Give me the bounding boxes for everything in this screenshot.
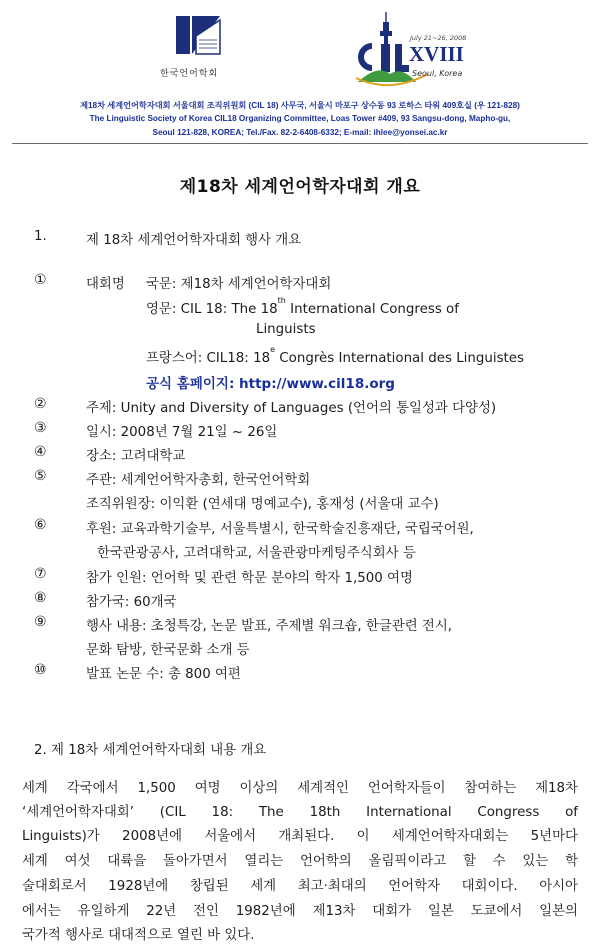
item-1-french-name: 프랑스어: CIL18: 18e Congrès International des Linguistes: [146, 345, 525, 366]
congress-roman-numeral: XVIII: [409, 42, 464, 66]
item-9-program-cont: 문화 탐방, 한국문화 소개 등: [86, 643, 250, 658]
header-divider: [12, 143, 588, 144]
congress-location: Seoul, Korea: [412, 69, 463, 78]
committee-address-line-1: 제18차 세계언어학자대회 서울대회 조직위원회 (CIL 18) 사무국, 서울시 마포구 상수동 93 로하스 타워 409호실 (우 121-828): [80, 101, 520, 110]
item-5-organizer: 주관: 세계언어학자총회, 한국언어학회: [86, 473, 311, 488]
body-paragraph-line: 에서는 유일하게 22년 전인 1982년에 제13차 대회가 일본 도쿄에서 일본의: [22, 904, 578, 919]
document-title: 제18차 세계언어학자대회 개요: [179, 177, 421, 197]
item-4-number: ④: [34, 444, 47, 460]
item-1-korean-name: 국문: 제18차 세계언어학자대회: [146, 277, 332, 292]
section-1-heading: 제 18차 세계언어학자대회 행사 개요: [86, 233, 302, 248]
item-2-theme: 주제: Unity and Diversity of Languages (언어의 통일성과 다양성): [86, 401, 497, 416]
society-name-korean: 한국언어학회: [160, 69, 219, 79]
section-2-heading: 2. 제 18차 세계언어학자대회 내용 개요: [34, 743, 267, 758]
body-paragraph-last-line: 국가적 행사로 대대적으로 열린 바 있다.: [22, 928, 255, 943]
item-9-number: ⑨: [34, 614, 47, 630]
item-2-number: ②: [34, 396, 47, 412]
item-9-program: 행사 내용: 초청특강, 논문 발표, 주제별 워크숍, 한글관련 전시,: [86, 619, 453, 634]
committee-address-line-2: The Linguistic Society of Korea CIL18 Organizing Committee, Loas Tower #409, 93 Sangsu-dong, Mapho-gu,: [89, 114, 511, 123]
item-1-label: 대회명: [86, 277, 125, 292]
item-5-number: ⑤: [34, 468, 47, 484]
body-paragraph-line: 술대회로서 1928년에 창립된 세계 최고·최대의 언어학자 대회이다. 아시아: [22, 879, 578, 894]
item-8-number: ⑧: [34, 590, 47, 606]
item-3-date: 일시: 2008년 7월 21일 ~ 26일: [86, 425, 278, 440]
official-website-link[interactable]: 공식 홈페이지: http://www.cil18.org: [146, 376, 395, 392]
congress-dates-badge: July 21~26, 2008: [410, 34, 467, 42]
section-1-number: 1.: [34, 229, 47, 244]
linguistic-society-of-korea-logo: [172, 14, 222, 56]
item-8-countries: 참가국: 60개국: [86, 595, 177, 610]
item-1-english-name: 영문: CIL 18: The 18th International Congress of: [146, 296, 459, 317]
body-paragraph-line: ‘세계언어학자대회’ (CIL 18: The 18th International Congress of: [22, 805, 578, 820]
item-7-participants: 참가 인원: 언어학 및 관련 학문 분야의 학자 1,500 여명: [86, 571, 413, 586]
item-4-venue: 장소: 고려대학교: [86, 449, 186, 464]
item-5-committee-chair: 조직위원장: 이익환 (연세대 명예교수), 홍재성 (서울대 교수): [86, 497, 439, 512]
item-10-number: ⑩: [34, 662, 47, 678]
body-paragraph-line: 세계 여섯 대륙을 돌아가면서 열리는 언어학의 올림픽이라고 할 수 있는 학: [22, 854, 578, 869]
item-10-papers: 발표 논문 수: 총 800 여편: [86, 667, 241, 682]
item-1-english-name-cont: Linguists: [256, 322, 316, 337]
committee-address-line-3: Seoul 121-828, KOREA; Tel./Fax. 82-2-6408-6332; E-mail: ihlee@yonsei.ac.kr: [152, 128, 448, 137]
item-7-number: ⑦: [34, 566, 47, 582]
item-6-sponsors: 후원: 교육과학기술부, 서울특별시, 한국학술진흥재단, 국립국어원,: [86, 522, 474, 537]
item-6-sponsors-cont: 한국관광공사, 고려대학교, 서울관광마케팅주식회사 등: [97, 546, 416, 561]
item-3-number: ③: [34, 420, 47, 436]
item-1-number: ①: [34, 272, 47, 288]
item-6-number: ⑥: [34, 517, 47, 533]
body-paragraph-line: Linguists)가 2008년에 서울에서 개최된다. 이 세계언어학자대회는 5년마다: [22, 829, 578, 844]
body-paragraph-line: 세계 각국에서 1,500 여명 이상의 세계적인 언어학자들이 참여하는 제18차: [22, 781, 578, 796]
